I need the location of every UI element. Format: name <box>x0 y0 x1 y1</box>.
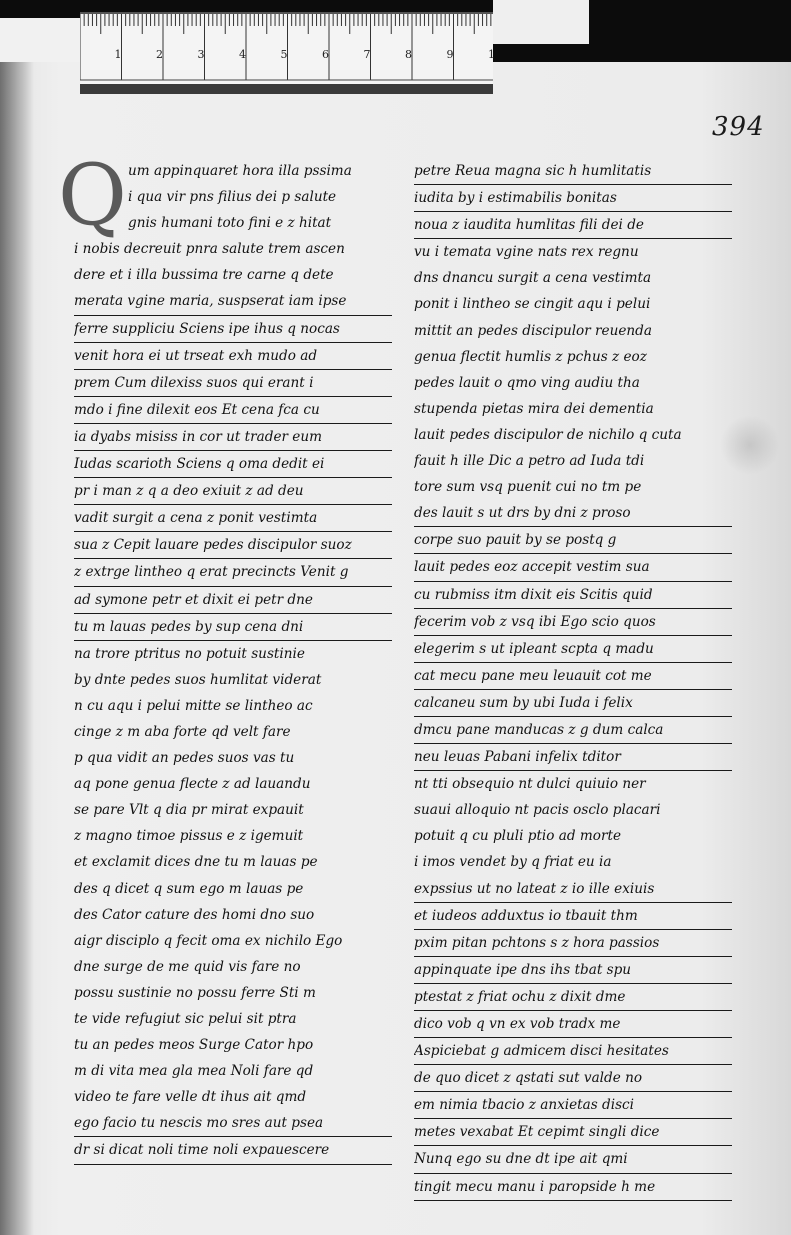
manuscript-line: aq pone genua flecte z ad lauandu <box>74 776 311 793</box>
manuscript-line: prem Cum dilexiss suos qui erant i <box>74 370 392 397</box>
manuscript-line: se pare Vlt q dia pr mirat expauit <box>74 802 304 819</box>
manuscript-line: ferre suppliciu Sciens ipe ihus q nocas <box>74 316 392 343</box>
scan-background-strip <box>493 0 589 44</box>
manuscript-line: na trore ptritus no potuit sustinie <box>74 645 305 662</box>
manuscript-line: m di vita mea gla mea Noli fare qd <box>74 1063 314 1080</box>
manuscript-line: iudita by i estimabilis bonitas <box>414 185 732 212</box>
manuscript-line: lauit pedes discipulor de nichilo q cuta <box>414 426 682 443</box>
scale-number: 1 <box>114 48 122 61</box>
manuscript-line: calcaneu sum by ubi Iuda i felix <box>414 690 732 717</box>
manuscript-line: ptestat z friat ochu z dixit dme <box>414 984 732 1011</box>
manuscript-line: z magno timoe pissus e z igemuit <box>74 828 304 845</box>
manuscript-line: cinge z m aba forte qd velt fare <box>74 723 291 740</box>
manuscript-line: by dnte pedes suos humlitat viderat <box>74 671 322 688</box>
manuscript-line: des lauit s ut drs by dni z proso <box>414 500 732 527</box>
manuscript-line: cu rubmiss itm dixit eis Scitis quid <box>414 582 732 609</box>
binding-shadow <box>0 62 34 1235</box>
manuscript-line: pr i man z q a deo exiuit z ad deu <box>74 478 392 505</box>
manuscript-line: expssius ut no lateat z io ille exiuis <box>414 876 732 903</box>
manuscript-line: te vide refugiut sic pelui sit ptra <box>74 1011 297 1027</box>
manuscript-line: vu i temata vgine nats rex regnu <box>414 244 639 261</box>
manuscript-line: tu an pedes meos Surge Cator hpo <box>74 1037 314 1054</box>
manuscript-line: p qua vidit an pedes suos vas tu <box>74 750 295 767</box>
manuscript-line: um appinquaret hora illa pssima <box>128 163 352 179</box>
scale-number: 2 <box>156 48 163 61</box>
scale-number: 7 <box>363 48 371 61</box>
scale-number: 4 <box>239 48 246 61</box>
manuscript-line: mdo i fine dilexit eos Et cena fca cu <box>74 397 392 424</box>
manuscript-line: vadit surgit a cena z ponit vestimta <box>74 505 392 532</box>
manuscript-line: Nunq ego su dne dt ipe ait qmi <box>414 1146 732 1173</box>
manuscript-line: ponit i lintheo se cingit aqu i pelui <box>414 296 651 313</box>
manuscript-line: de quo dicet z qstati sut valde no <box>414 1065 732 1092</box>
manuscript-line: metes vexabat Et cepimt singli dice <box>414 1119 732 1146</box>
manuscript-line: ego facio tu nescis mo sres aut psea <box>74 1110 392 1137</box>
manuscript-line: petre Reua magna sic h humlitatis <box>414 158 732 185</box>
manuscript-line: i imos vendet by q friat eu ia <box>414 854 612 871</box>
manuscript-line: tu m lauas pedes by sup cena dni <box>74 614 392 641</box>
scale-number: 3 <box>197 48 205 61</box>
manuscript-line: venit hora ei ut trseat exh mudo ad <box>74 343 392 370</box>
manuscript-line: corpe suo pauit by se postq g <box>414 527 732 554</box>
manuscript-line: mittit an pedes discipulor reuenda <box>414 322 652 339</box>
manuscript-line: cat mecu pane meu leuauit cot me <box>414 663 732 690</box>
manuscript-line: dns dnancu surgit a cena vestimta <box>414 270 652 287</box>
manuscript-line: tore sum vsq puenit cui no tm pe <box>414 479 642 496</box>
manuscript-line: lauit pedes eoz accepit vestim sua <box>414 554 732 581</box>
manuscript-line: dico vob q vn ex vob tradx me <box>414 1011 732 1038</box>
manuscript-line: sua z Cepit lauare pedes discipulor suoz <box>74 532 392 559</box>
manuscript-line: et iudeos adduxtus io tbauit thm <box>414 903 732 930</box>
manuscript-line: noua z iaudita humlitas fili dei de <box>414 212 732 239</box>
manuscript-line: genua flectit humlis z pchus z eoz <box>414 348 647 365</box>
manuscript-line: nt tti obsequio nt dulci quiuio ner <box>414 776 646 793</box>
manuscript-line: appinquate ipe dns ihs tbat spu <box>414 957 732 984</box>
manuscript-line: ia dyabs misiss in cor ut trader eum <box>74 424 392 451</box>
manuscript-line: et exclamit dices dne tu m lauas pe <box>74 854 318 871</box>
manuscript-line: gnis humani toto fini e z hitat <box>128 215 332 232</box>
manuscript-line: neu leuas Pabani infelix tditor <box>414 744 732 771</box>
manuscript-line: des q dicet q sum ego m lauas pe <box>74 880 304 897</box>
manuscript-line: ad symone petr et dixit ei petr dne <box>74 587 392 614</box>
scale-number: 6 <box>322 48 329 61</box>
folio-number: 394 <box>712 112 765 142</box>
scale-number: 8 <box>405 48 412 61</box>
manuscript-line: dere et i illa bussima tre carne q dete <box>74 267 334 284</box>
manuscript-line: stupenda pietas mira dei dementia <box>414 400 654 417</box>
manuscript-line: des Cator cature des homi dno suo <box>74 906 315 923</box>
manuscript-line: tingit mecu manu i paropside h me <box>414 1174 732 1201</box>
decorated-initial: Q <box>58 146 127 244</box>
manuscript-line: fauit h ille Dic a petro ad Iuda tdi <box>414 453 645 470</box>
text-column-left <box>74 158 392 1165</box>
manuscript-line: Iudas scarioth Sciens q oma dedit ei <box>74 451 392 478</box>
measurement-scale <box>80 12 493 92</box>
manuscript-line: dr si dicat noli time noli expauescere <box>74 1137 392 1164</box>
manuscript-line: potuit q cu pluli ptio ad morte <box>414 828 621 845</box>
manuscript-line: elegerim s ut ipleant scpta q madu <box>414 636 732 663</box>
scale-number: 1 <box>488 48 495 61</box>
manuscript-line: z extrge lintheo q erat precincts Venit g <box>74 559 392 586</box>
manuscript-line: merata vgine maria, suspserat iam ipse <box>74 288 392 315</box>
manuscript-line: em nimia tbacio z anxietas disci <box>414 1092 732 1119</box>
manuscript-line: i nobis decreuit pnra salute trem ascen <box>74 241 345 258</box>
manuscript-line: possu sustinie no possu ferre Sti m <box>74 984 316 1001</box>
manuscript-line: dmcu pane manducas z g dum calca <box>414 717 732 744</box>
manuscript-line: pedes lauit o qmo ving audiu tha <box>414 374 640 391</box>
manuscript-line: dne surge de me quid vis fare no <box>74 958 301 975</box>
manuscript-line: video te fare velle dt ihus ait qmd <box>74 1089 307 1106</box>
manuscript-line: pxim pitan pchtons s z hora passios <box>414 930 732 957</box>
manuscript-line: fecerim vob z vsq ibi Ego scio quos <box>414 609 732 636</box>
text-column-right <box>414 158 732 1201</box>
scale-number: 9 <box>446 48 454 61</box>
manuscript-line: i qua vir pns filius dei p salute <box>128 189 337 206</box>
manuscript-line: n cu aqu i pelui mitte se lintheo ac <box>74 697 313 714</box>
scale-number: 5 <box>280 48 288 61</box>
manuscript-line: suaui alloquio nt pacis osclo placari <box>414 802 661 819</box>
manuscript-line: Aspiciebat g admicem disci hesitates <box>414 1038 732 1065</box>
manuscript-line: aigr disciplo q fecit oma ex nichilo Ego <box>74 932 343 949</box>
